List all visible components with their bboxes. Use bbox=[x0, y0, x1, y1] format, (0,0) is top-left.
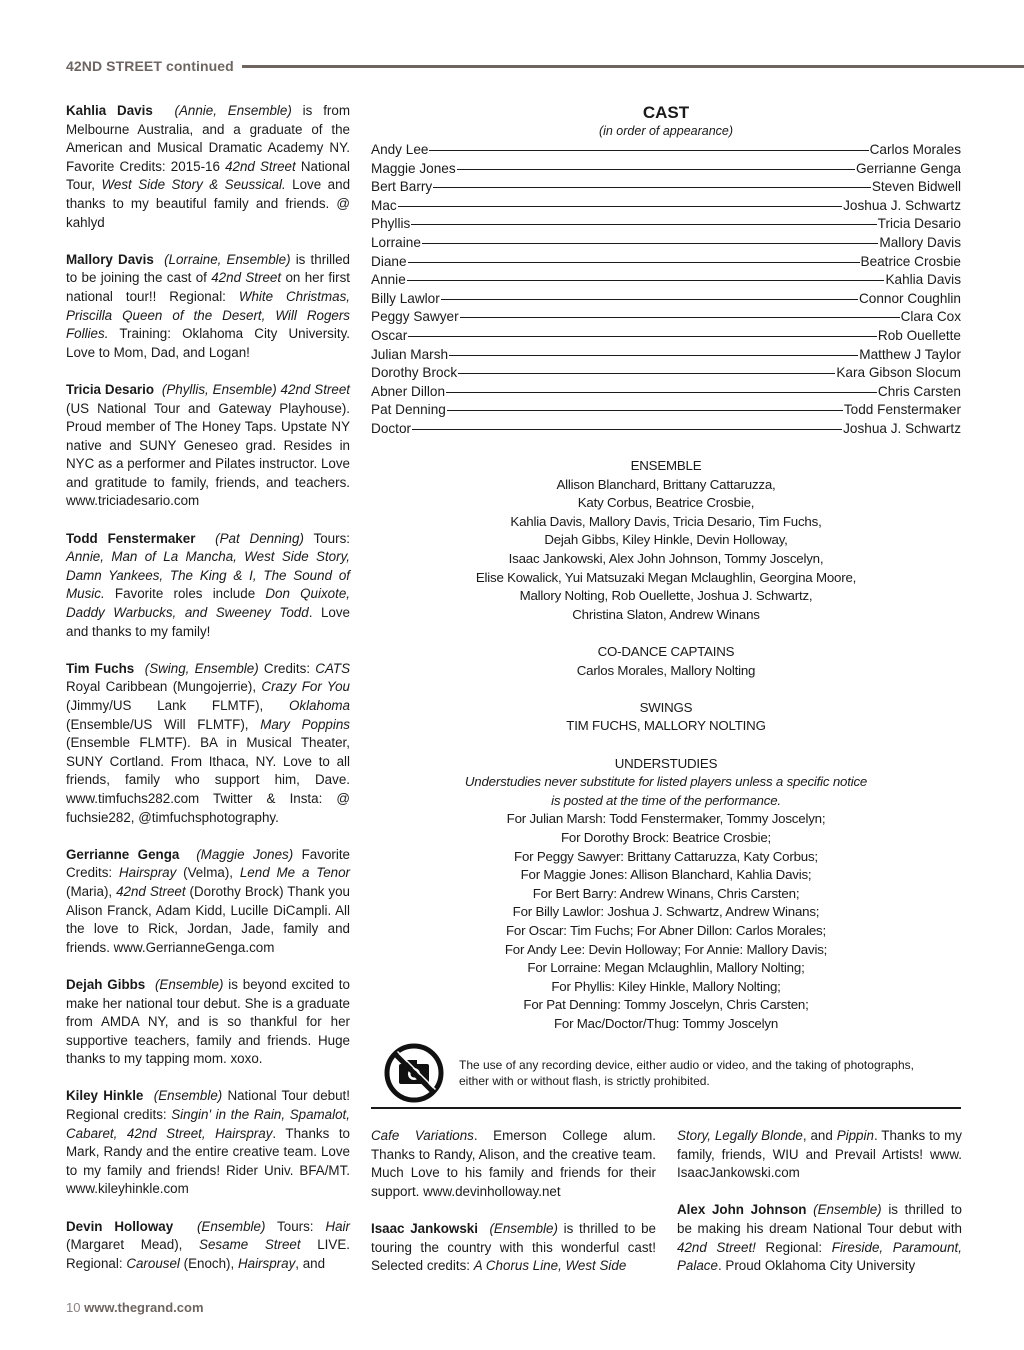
left-bio-column bbox=[66, 102, 350, 1292]
cast-actor: Mallory Davis bbox=[879, 234, 961, 250]
bio-todd-fenstermaker: Todd Fenstermaker (Pat Denning) Tours: Annie, Man of La Mancha, West Side Story, Damn Yankees, The King & I, The Sound of Music. Favorite roles include Don Quixote, Daddy Warbucks, and Sweeney Todd. Love and thanks to my family! bbox=[66, 530, 351, 639]
cast-leader-line bbox=[398, 206, 842, 207]
cast-row bbox=[371, 234, 961, 253]
cast-role: Julian Marsh bbox=[371, 346, 449, 362]
understudy-line: For Maggie Jones: Allison Blanchard, Kahlia Davis; bbox=[520, 867, 812, 883]
cast-leader-line bbox=[411, 224, 876, 225]
cast-row bbox=[371, 401, 961, 420]
cast-actor: Carlos Morales bbox=[869, 142, 961, 157]
cast-leader-line bbox=[447, 410, 843, 411]
cast-row bbox=[371, 290, 961, 309]
bio-devin-holloway-continued: Cafe Variations. Emerson College alum. Thanks to Randy, Alison, and the creative team. Much Love to his family and friends for their support. www.devinholloway.net bbox=[371, 1128, 656, 1199]
cast-row bbox=[371, 215, 961, 234]
understudies-note-line-1: Understudies never substitute for listed players unless a specific notice bbox=[464, 774, 868, 790]
ensemble-line: Allison Blanchard, Brittany Cattaruzza, bbox=[556, 476, 776, 492]
cast-role: Peggy Sawyer bbox=[371, 309, 459, 325]
co-dance-heading: CO-DANCE CAPTAINS bbox=[597, 644, 735, 660]
cast-role: Maggie Jones bbox=[371, 160, 456, 176]
cast-actor: Todd Fenstermaker bbox=[843, 402, 961, 418]
understudy-line: For Pat Denning: Tommy Joscelyn, Chris Carsten; bbox=[523, 997, 809, 1013]
cast-leader-line bbox=[457, 169, 855, 170]
cast-row bbox=[371, 141, 961, 160]
cast-role: Bert Barry bbox=[371, 179, 433, 195]
cast-list bbox=[371, 141, 961, 439]
ensemble-line: Elise Kowalick, Yui Matsuzaki Megan Mclaughlin, Georgina Moore, bbox=[475, 569, 857, 585]
swings-names: TIM FUCHS, MALLORY NOLTING bbox=[566, 718, 766, 734]
bio-tricia-desario: Tricia Desario (Phyllis, Ensemble) 42nd Street (US National Tour and Gateway Playhouse). Proud member of The Honey Taps. Upstate NY native and SUNY Geneseo grad. Resides in NYC as a performer and Pilates instructor. Love and gratitude to family, friends, and teachers. www.triciadesario.com bbox=[66, 381, 350, 509]
co-dance-section bbox=[371, 643, 961, 680]
cast-leader-line bbox=[446, 392, 877, 393]
ensemble-line: Kahlia Davis, Mallory Davis, Tricia Desario, Tim Fuchs, bbox=[510, 513, 822, 529]
cast-actor: Gerrianne Genga bbox=[855, 160, 961, 176]
cast-subtitle: (in order of appearance) bbox=[598, 124, 734, 138]
cast-actor: Tricia Desario bbox=[877, 216, 961, 232]
cast-row bbox=[371, 420, 961, 439]
footer-website: www.thegrand.com bbox=[84, 1300, 204, 1315]
understudies-note-line-2: is posted at the time of the performance. bbox=[551, 792, 781, 808]
understudy-line: For Phyllis: Kiley Hinkle, Mallory Nolting; bbox=[551, 978, 781, 994]
page-footer bbox=[66, 1300, 204, 1315]
cast-leader-line bbox=[429, 150, 868, 151]
bio-isaac-jankowski-continued: Story, Legally Blonde, and Pippin. Thanks to my family, friends, WIU and Prevail Artists! www. IsaacJankowski.com bbox=[677, 1128, 962, 1181]
bottom-bio-column-2 bbox=[677, 1127, 962, 1294]
cast-role: Dorothy Brock bbox=[371, 365, 458, 381]
cast-role: Pat Denning bbox=[371, 402, 446, 418]
bio-mallory-davis: Mallory Davis (Lorraine, Ensemble) is thrilled to be joining the cast of 42nd Street on her first national tour!! Regional: White Christmas, Priscilla Queen of the Desert, Will Rogers Follies. Training: Oklahoma City University. Love to Mom, Dad, and Logan! bbox=[66, 251, 350, 360]
cast-row bbox=[371, 197, 961, 216]
bottom-bio-column-1 bbox=[371, 1127, 656, 1294]
understudy-line: For Lorraine: Megan Mclaughlin, Mallory Nolting; bbox=[527, 960, 805, 976]
ensemble-section bbox=[371, 457, 961, 624]
notice-text: The use of any recording device, either audio or video, and the taking of photographs, either with or without flash, is strictly prohibited. bbox=[459, 1057, 914, 1088]
recording-notice bbox=[371, 1042, 961, 1104]
cast-role: Phyllis bbox=[371, 216, 411, 232]
cast-role: Oscar bbox=[371, 327, 408, 343]
cast-leader-line bbox=[408, 336, 877, 337]
understudies-section bbox=[371, 755, 961, 1034]
ensemble-heading: ENSEMBLE bbox=[630, 458, 702, 474]
cast-actor: Chris Carsten bbox=[877, 383, 961, 399]
cast-leader-line bbox=[408, 262, 860, 263]
cast-role: Andy Lee bbox=[371, 142, 429, 157]
cast-leader-line bbox=[412, 429, 842, 430]
understudy-line: For Peggy Sawyer: Brittany Cattaruzza, Katy Corbus; bbox=[514, 848, 818, 864]
no-camera-icon bbox=[383, 1042, 445, 1104]
cast-row bbox=[371, 160, 961, 179]
cast-role: Lorraine bbox=[371, 234, 421, 250]
cast-leader-line bbox=[449, 355, 858, 356]
cast-role: Billy Lawlor bbox=[371, 290, 440, 306]
bio-kiley-hinkle: Kiley Hinkle (Ensemble) National Tour debut! Regional credits: Singin' in the Rain, Spamalot, Cabaret, 42nd Street, Hairspray. Thanks to Mark, Randy and the entire creative team. Love to my family and friends! Rider Univ. BFA/MT. www.kileyhinkle.com bbox=[66, 1088, 350, 1197]
cast-leader-line bbox=[441, 299, 858, 300]
swings-section bbox=[371, 699, 961, 736]
understudy-line: For Mac/Doctor/Thug: Tommy Joscelyn bbox=[553, 1015, 779, 1031]
ensemble-line: Katy Corbus, Beatrice Crosbie, bbox=[577, 495, 755, 511]
bio-gerrianne-genga: Gerrianne Genga (Maggie Jones) Favorite Credits: Hairspray (Velma), Lend Me a Tenor (Maria), 42nd Street (Dorothy Brock) Thank you Alison Franck, Adam Kidd, Lucille DiCampli. All the love to Rick, Jordan, Jade, family and friends. www.GerrianneGenga.com bbox=[66, 846, 351, 955]
bio-tim-fuchs: Tim Fuchs (Swing, Ensemble) Credits: CATS Royal Caribbean (Mungojerrie), Crazy For You (Jimmy/US Lank FLMTF), Oklahoma (Ensemble/US Will FLMTF), Mary Poppins (Ensemble FLMTF). BA in Musical Theater, SUNY Cortland. From Ithaca, NY. Love to all friends, family who support him, Dave. www.timfuchs282.com Twitter & Insta: @ fuchsie282, @timfuchsphotography. bbox=[66, 660, 350, 825]
cast-leader-line bbox=[458, 373, 835, 374]
cast-row bbox=[371, 178, 961, 197]
cast-row bbox=[371, 383, 961, 402]
bio-alex-john-johnson: Alex John Johnson (Ensemble) is thrilled to be making his dream National Tour debut with 42nd Street! Regional: Fireside, Paramount, Palace. Proud Oklahoma City University bbox=[677, 1202, 962, 1274]
cast-leader-line bbox=[422, 243, 879, 244]
ensemble-line: Mallory Nolting, Rob Ouellette, Joshua J. Schwartz, bbox=[519, 588, 813, 604]
cast-actor: Matthew J Taylor bbox=[859, 346, 961, 362]
understudy-line: For Julian Marsh: Todd Fenstermaker, Tommy Joscelyn; bbox=[506, 811, 826, 827]
cast-actor: Kara Gibson Slocum bbox=[836, 365, 961, 381]
page-number: 10 bbox=[66, 1300, 81, 1315]
cast-row bbox=[371, 253, 961, 272]
cast-leader-line bbox=[460, 317, 900, 318]
understudy-line: For Billy Lawlor: Joshua J. Schwartz, Andrew Winans; bbox=[512, 904, 820, 920]
bio-kahlia-davis: Kahlia Davis (Annie, Ensemble) is from Melbourne Australia, and a graduate of the American and Musical Dramatic Academy NY. Favorite Credits: 2015-16 42nd Street National Tour, West Side Story & Seussical. Love and thanks to my beautiful family and friends. @ kahlyd bbox=[66, 103, 351, 230]
cast-leader-line bbox=[407, 280, 885, 281]
co-dance-names: Carlos Morales, Mallory Nolting bbox=[576, 662, 756, 678]
cast-actor: Connor Coughlin bbox=[858, 290, 961, 306]
understudy-line: For Oscar: Tim Fuchs; For Abner Dillon: Carlos Morales; bbox=[505, 922, 827, 938]
page-header bbox=[66, 55, 1024, 77]
cast-role: Annie bbox=[371, 272, 406, 288]
cast-section bbox=[371, 102, 961, 1104]
cast-actor: Rob Ouellette bbox=[877, 327, 961, 343]
cast-role: Abner Dillon bbox=[371, 383, 446, 399]
cast-row bbox=[371, 327, 961, 346]
cast-role: Mac bbox=[371, 197, 397, 213]
cast-actor: Clara Cox bbox=[900, 309, 961, 325]
understudy-line: For Dorothy Brock: Beatrice Crosbie; bbox=[560, 829, 772, 845]
cast-actor: Kahlia Davis bbox=[885, 272, 961, 288]
ensemble-list bbox=[371, 476, 961, 625]
ensemble-line: Christina Slaton, Andrew Winans bbox=[572, 606, 760, 622]
header-title: 42ND STREET continued bbox=[66, 58, 234, 74]
cast-row bbox=[371, 364, 961, 383]
bio-devin-holloway: Devin Holloway (Ensemble) Tours: Hair (Margaret Mead), Sesame Street LIVE. Regional: Carousel (Enoch), Hairspray, and bbox=[66, 1218, 350, 1271]
understudy-line: For Bert Barry: Andrew Winans, Chris Carsten; bbox=[532, 885, 800, 901]
bio-isaac-jankowski: Isaac Jankowski (Ensemble) is thrilled to be touring the country with this wonderful cast! Selected credits: A Chorus Line, West Side bbox=[371, 1220, 656, 1274]
understudies-list bbox=[371, 810, 961, 1033]
cast-title: CAST bbox=[642, 103, 690, 122]
cast-row bbox=[371, 308, 961, 327]
understudies-heading: UNDERSTUDIES bbox=[614, 755, 718, 771]
cast-leader-line bbox=[433, 187, 871, 188]
cast-actor: Joshua J. Schwartz bbox=[843, 420, 961, 436]
cast-actor: Joshua J. Schwartz bbox=[843, 197, 961, 213]
header-rule bbox=[242, 65, 1024, 68]
understudy-line: For Andy Lee: Devin Holloway; For Annie: Mallory Davis; bbox=[504, 941, 828, 957]
swings-heading: SWINGS bbox=[639, 699, 693, 715]
cast-actor: Steven Bidwell bbox=[871, 179, 961, 195]
cast-role: Doctor bbox=[371, 420, 412, 436]
cast-row bbox=[371, 346, 961, 365]
cast-row bbox=[371, 271, 961, 290]
cast-role: Diane bbox=[371, 253, 407, 269]
section-divider bbox=[371, 1107, 961, 1109]
cast-actor: Beatrice Crosbie bbox=[860, 253, 961, 269]
bio-dejah-gibbs: Dejah Gibbs (Ensemble) is beyond excited to make her national tour debut. She is a graduate from AMDA NY, and is so thankful for her supportive teachers, family and friends. Huge thanks to my tapping mom. xoxo. bbox=[66, 976, 350, 1067]
ensemble-line: Dejah Gibbs, Kiley Hinkle, Devin Holloway, bbox=[544, 532, 788, 548]
ensemble-line: Isaac Jankowski, Alex John Johnson, Tommy Joscelyn, bbox=[508, 551, 824, 567]
